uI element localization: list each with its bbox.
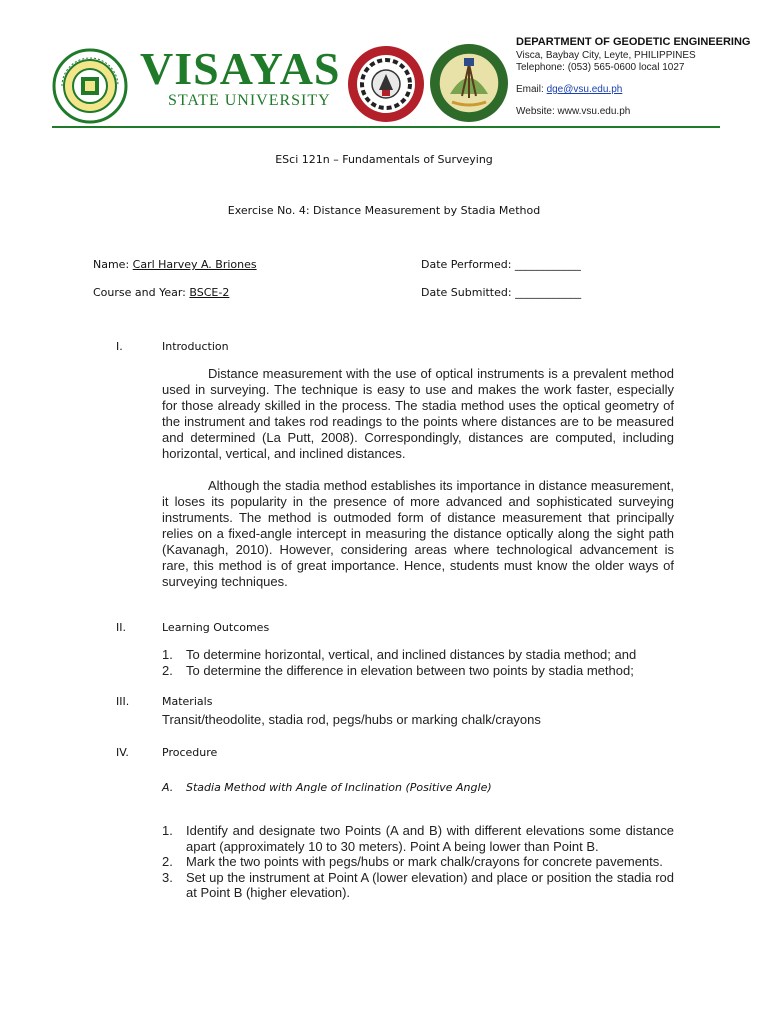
website: Website: www.vsu.edu.ph [516,106,631,117]
exercise-title: Exercise No. 4: Distance Measurement by Stadia Method [227,204,541,217]
dge-seal-logo [428,42,510,124]
procedure-subsection-title [162,781,492,794]
email-label: Email: [516,84,547,95]
intro-paragraph-2: Although the stadia method establishes its importance in distance measurement, it loses its popularity in the presence of more advanced and sophisticated surveying instruments. The method is outmoded form of distance measurement that principally relies on a fixed-angle intercept in measuring the distance optically along the sight path (Kavanagh, 2010). However, considering areas where technological advancement is rare, this method is of great importance. Hence, students must know the older ways of surveying techniques. [162,478,674,589]
section-title-intro: Introduction [162,340,229,353]
list-item [162,870,674,901]
address: Visca, Baybay City, Leyte, PHILIPPINES [516,50,696,61]
list-item-number: 2. [162,854,173,869]
course-title: ESci 121n – Fundamentals of Surveying [275,153,493,166]
telephone: Telephone: (053) 565-0600 local 1027 [516,62,685,73]
list-item [162,663,674,679]
procedure-steps-list [162,823,674,901]
list-item [162,854,674,870]
list-item [162,647,674,663]
email-line [516,84,756,96]
name-field [93,258,257,271]
date-performed-field: Date Performed: ____________ [421,258,581,271]
section-title-materials: Materials [162,695,213,708]
name-label: Name: [93,258,133,271]
list-item-number: 1. [162,823,173,838]
materials-text: Transit/theodolite, stadia rod, pegs/hubs or marking chalk/crayons [162,712,541,727]
course-year-field [93,286,229,299]
section-number-outcomes: II. [116,621,126,634]
vsu-seal-logo [52,48,128,124]
outcomes-list [162,647,674,678]
section-number-procedure: IV. [116,746,129,759]
list-item-text: To determine the difference in elevation between two points by stadia method; [186,662,634,678]
list-item-text: Mark the two points with pegs/hubs or mark chalk/crayons for concrete pavements. [186,854,663,869]
list-item [162,823,674,854]
section-title-outcomes: Learning Outcomes [162,621,270,634]
section-number-materials: III. [116,695,130,708]
list-item-number: 2. [162,662,173,678]
university-wordmark [140,43,341,110]
contact-block [516,34,756,118]
name-value: Carl Harvey A. Briones [132,258,257,271]
section-title-procedure: Procedure [162,746,218,759]
coe-seal-logo [346,44,426,124]
course-label: Course and Year: [93,286,190,299]
department-name: DEPARTMENT OF GEODETIC ENGINEERING [516,36,751,48]
course-value: BSCE-2 [189,286,230,299]
email-link[interactable]: dge@vsu.edu.ph [546,84,623,95]
list-item-text: Set up the instrument at Point A (lower elevation) and place or position the stadia rod at Point B (higher elevation). [186,869,674,900]
section-number-intro: I. [116,340,123,353]
university-name: VISAYAS [140,43,341,94]
list-item-text: Identify and designate two Points (A and B) with different elevations some distance apart (approximately 10 to 30 meters). Point A being lower than Point B. [186,823,674,854]
header-divider [52,126,720,128]
subsection-text: Stadia Method with Angle of Inclination (Positive Angle) [186,781,492,794]
list-item-text: To determine horizontal, vertical, and inclined distances by stadia method; and [186,647,637,662]
university-subname: STATE UNIVERSITY [168,92,331,109]
list-item-number: 3. [162,869,173,885]
list-item-number: 1. [162,647,173,662]
subsection-letter: A. [162,781,174,794]
intro-paragraph-1: Distance measurement with the use of optical instruments is a prevalent method used in surveying. The technique is easy to use and makes the work faster, especially for those already skilled in the process. The stadia method uses the optical geometry of the instrument and takes rod readings to the points where distances are to be measured and determined (La Putt, 2008). Correspondingly, distances are computed, including horizontal, vertical, and inclined distances. [162,366,674,461]
date-submitted-field: Date Submitted: ____________ [421,286,582,299]
